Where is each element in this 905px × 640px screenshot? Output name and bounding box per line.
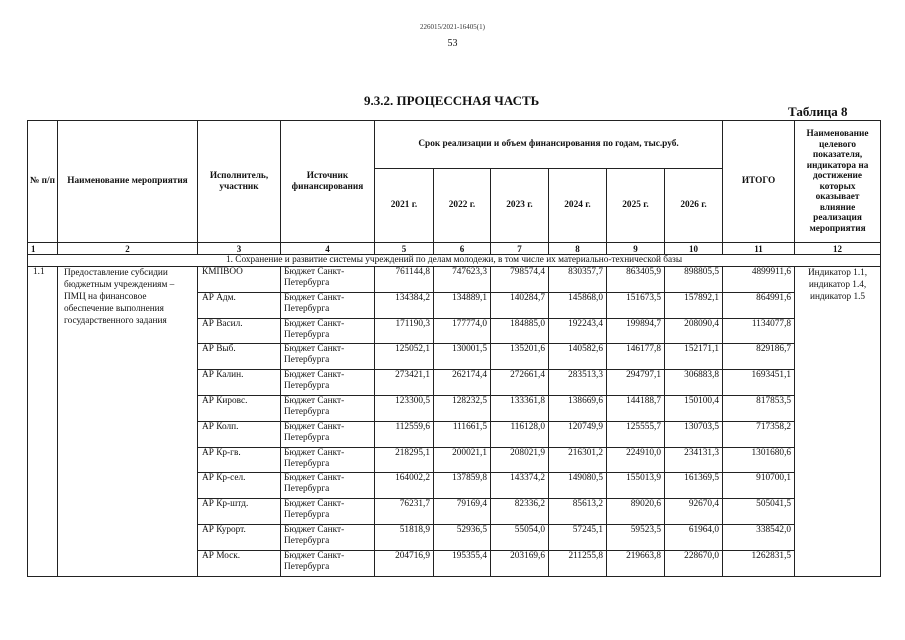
year-value-cell: 151673,5	[607, 292, 665, 318]
year-value-cell: 51818,9	[375, 524, 434, 550]
column-number: 4	[281, 243, 375, 255]
year-value-cell: 211255,8	[549, 550, 607, 576]
item-number: 1.1	[28, 267, 58, 577]
header-year: 2023 г.	[491, 169, 549, 243]
executor-cell: АР Курорт.	[198, 524, 281, 550]
year-value-cell: 218295,1	[375, 447, 434, 473]
column-number: 1	[28, 243, 58, 255]
header-year: 2021 г.	[375, 169, 434, 243]
year-value-cell: 125052,1	[375, 344, 434, 370]
year-value-cell: 52936,5	[434, 524, 491, 550]
year-value-cell: 130703,5	[665, 421, 723, 447]
year-value-cell: 76231,7	[375, 499, 434, 525]
year-value-cell: 273421,1	[375, 370, 434, 396]
total-cell: 910700,1	[723, 473, 795, 499]
indicator-cell: Индикатор 1.1, индикатор 1.4, индикатор 1.5	[795, 267, 881, 577]
year-value-cell: 219663,8	[607, 550, 665, 576]
year-value-cell: 234131,3	[665, 447, 723, 473]
total-cell: 4899911,6	[723, 267, 795, 293]
funding-source-cell: Бюджет Санкт-Петербурга	[281, 395, 375, 421]
funding-source-cell: Бюджет Санкт-Петербурга	[281, 318, 375, 344]
year-value-cell: 798574,4	[491, 267, 549, 293]
year-value-cell: 123300,5	[375, 395, 434, 421]
total-cell: 864991,6	[723, 292, 795, 318]
year-value-cell: 294797,1	[607, 370, 665, 396]
year-value-cell: 138669,6	[549, 395, 607, 421]
executor-cell: АР Кр-гв.	[198, 447, 281, 473]
total-cell: 717358,2	[723, 421, 795, 447]
funding-source-cell: Бюджет Санкт-Петербурга	[281, 344, 375, 370]
year-value-cell: 134889,1	[434, 292, 491, 318]
header-executor: Исполнитель, участник	[198, 121, 281, 243]
funding-source-cell: Бюджет Санкт-Петербурга	[281, 473, 375, 499]
total-cell: 1301680,6	[723, 447, 795, 473]
year-value-cell: 143374,2	[491, 473, 549, 499]
total-cell: 1693451,1	[723, 370, 795, 396]
year-value-cell: 55054,0	[491, 524, 549, 550]
column-number: 6	[434, 243, 491, 255]
year-value-cell: 155013,9	[607, 473, 665, 499]
year-value-cell: 135201,6	[491, 344, 549, 370]
total-cell: 829186,7	[723, 344, 795, 370]
year-value-cell: 144188,7	[607, 395, 665, 421]
year-value-cell: 204716,9	[375, 550, 434, 576]
year-value-cell: 137859,8	[434, 473, 491, 499]
year-value-cell: 157892,1	[665, 292, 723, 318]
header-year: 2024 г.	[549, 169, 607, 243]
year-value-cell: 85613,2	[549, 499, 607, 525]
funding-source-cell: Бюджет Санкт-Петербурга	[281, 370, 375, 396]
column-number: 3	[198, 243, 281, 255]
year-value-cell: 306883,8	[665, 370, 723, 396]
year-value-cell: 89020,6	[607, 499, 665, 525]
funding-source-cell: Бюджет Санкт-Петербурга	[281, 421, 375, 447]
executor-cell: АР Кировс.	[198, 395, 281, 421]
year-value-cell: 208090,4	[665, 318, 723, 344]
executor-cell: КМПВОО	[198, 267, 281, 293]
total-cell: 817853,5	[723, 395, 795, 421]
funding-source-cell: Бюджет Санкт-Петербурга	[281, 292, 375, 318]
section-row: 1. Сохранение и развитие системы учреждений по делам молодежи, в том числе их материально-технической базы	[28, 255, 881, 267]
executor-cell: АР Васил.	[198, 318, 281, 344]
table-row	[28, 267, 881, 293]
column-number: 12	[795, 243, 881, 255]
header-period: Срок реализации и объем финансирования по годам, тыс.руб.	[375, 121, 723, 169]
year-value-cell: 61964,0	[665, 524, 723, 550]
executor-cell: АР Калин.	[198, 370, 281, 396]
year-value-cell: 863405,9	[607, 267, 665, 293]
column-number: 10	[665, 243, 723, 255]
section-title: 9.3.2. ПРОЦЕССНАЯ ЧАСТЬ	[364, 93, 540, 108]
year-value-cell: 216301,2	[549, 447, 607, 473]
column-number: 7	[491, 243, 549, 255]
year-value-cell: 111661,5	[434, 421, 491, 447]
year-value-cell: 59523,5	[607, 524, 665, 550]
year-value-cell: 283513,3	[549, 370, 607, 396]
year-value-cell: 149080,5	[549, 473, 607, 499]
year-value-cell: 192243,4	[549, 318, 607, 344]
financing-table	[27, 120, 881, 577]
year-value-cell: 228670,0	[665, 550, 723, 576]
column-number: 5	[375, 243, 434, 255]
year-value-cell: 134384,2	[375, 292, 434, 318]
year-value-cell: 92670,4	[665, 499, 723, 525]
executor-cell: АР Кр-штд.	[198, 499, 281, 525]
header-num: № п/п	[28, 121, 58, 243]
year-value-cell: 171190,3	[375, 318, 434, 344]
year-value-cell: 79169,4	[434, 499, 491, 525]
year-value-cell: 199894,7	[607, 318, 665, 344]
funding-source-cell: Бюджет Санкт-Петербурга	[281, 550, 375, 576]
year-value-cell: 112559,6	[375, 421, 434, 447]
funding-source-cell: Бюджет Санкт-Петербурга	[281, 499, 375, 525]
year-value-cell: 195355,4	[434, 550, 491, 576]
year-value-cell: 140284,7	[491, 292, 549, 318]
year-value-cell: 830357,7	[549, 267, 607, 293]
year-value-cell: 200021,1	[434, 447, 491, 473]
column-number: 11	[723, 243, 795, 255]
document-id: 226015/2021-16405(1)	[420, 23, 485, 31]
year-value-cell: 203169,6	[491, 550, 549, 576]
year-value-cell: 128232,5	[434, 395, 491, 421]
year-value-cell: 761144,8	[375, 267, 434, 293]
year-value-cell: 82336,2	[491, 499, 549, 525]
year-value-cell: 146177,8	[607, 344, 665, 370]
total-cell: 338542,0	[723, 524, 795, 550]
year-value-cell: 747623,3	[434, 267, 491, 293]
year-value-cell: 208021,9	[491, 447, 549, 473]
header-year: 2026 г.	[665, 169, 723, 243]
year-value-cell: 120749,9	[549, 421, 607, 447]
total-cell: 1134077,8	[723, 318, 795, 344]
executor-cell: АР Колп.	[198, 421, 281, 447]
year-value-cell: 140582,6	[549, 344, 607, 370]
year-value-cell: 150100,4	[665, 395, 723, 421]
year-value-cell: 125555,7	[607, 421, 665, 447]
year-value-cell: 145868,0	[549, 292, 607, 318]
year-value-cell: 898805,5	[665, 267, 723, 293]
year-value-cell: 130001,5	[434, 344, 491, 370]
executor-cell: АР Моск.	[198, 550, 281, 576]
executor-cell: АР Кр-сел.	[198, 473, 281, 499]
total-cell: 505041,5	[723, 499, 795, 525]
executor-cell: АР Выб.	[198, 344, 281, 370]
year-value-cell: 184885,0	[491, 318, 549, 344]
year-value-cell: 262174,4	[434, 370, 491, 396]
funding-source-cell: Бюджет Санкт-Петербурга	[281, 447, 375, 473]
year-value-cell: 152171,1	[665, 344, 723, 370]
funding-source-cell: Бюджет Санкт-Петербурга	[281, 267, 375, 293]
activity-name: Предоставление субсидии бюджетным учреждениям – ПМЦ на финансовое обеспечение выполнения государственного задания	[58, 267, 198, 577]
year-value-cell: 161369,5	[665, 473, 723, 499]
header-indicator: Наименование целевого показателя, индикатора на достижение которых оказывает влияние реализация мероприятия	[795, 121, 881, 243]
year-value-cell: 133361,8	[491, 395, 549, 421]
year-value-cell: 116128,0	[491, 421, 549, 447]
header-total: ИТОГО	[723, 121, 795, 243]
year-value-cell: 57245,1	[549, 524, 607, 550]
column-number: 2	[58, 243, 198, 255]
total-cell: 1262831,5	[723, 550, 795, 576]
year-value-cell: 272661,4	[491, 370, 549, 396]
funding-source-cell: Бюджет Санкт-Петербурга	[281, 524, 375, 550]
column-number: 9	[607, 243, 665, 255]
table-label: Таблица 8	[788, 104, 848, 119]
column-number: 8	[549, 243, 607, 255]
year-value-cell: 224910,0	[607, 447, 665, 473]
header-name: Наименование мероприятия	[58, 121, 198, 243]
header-year: 2025 г.	[607, 169, 665, 243]
header-source: Источник финансирования	[281, 121, 375, 243]
year-value-cell: 164002,2	[375, 473, 434, 499]
executor-cell: АР Адм.	[198, 292, 281, 318]
year-value-cell: 177774,0	[434, 318, 491, 344]
header-year: 2022 г.	[434, 169, 491, 243]
page-number: 53	[447, 38, 458, 49]
